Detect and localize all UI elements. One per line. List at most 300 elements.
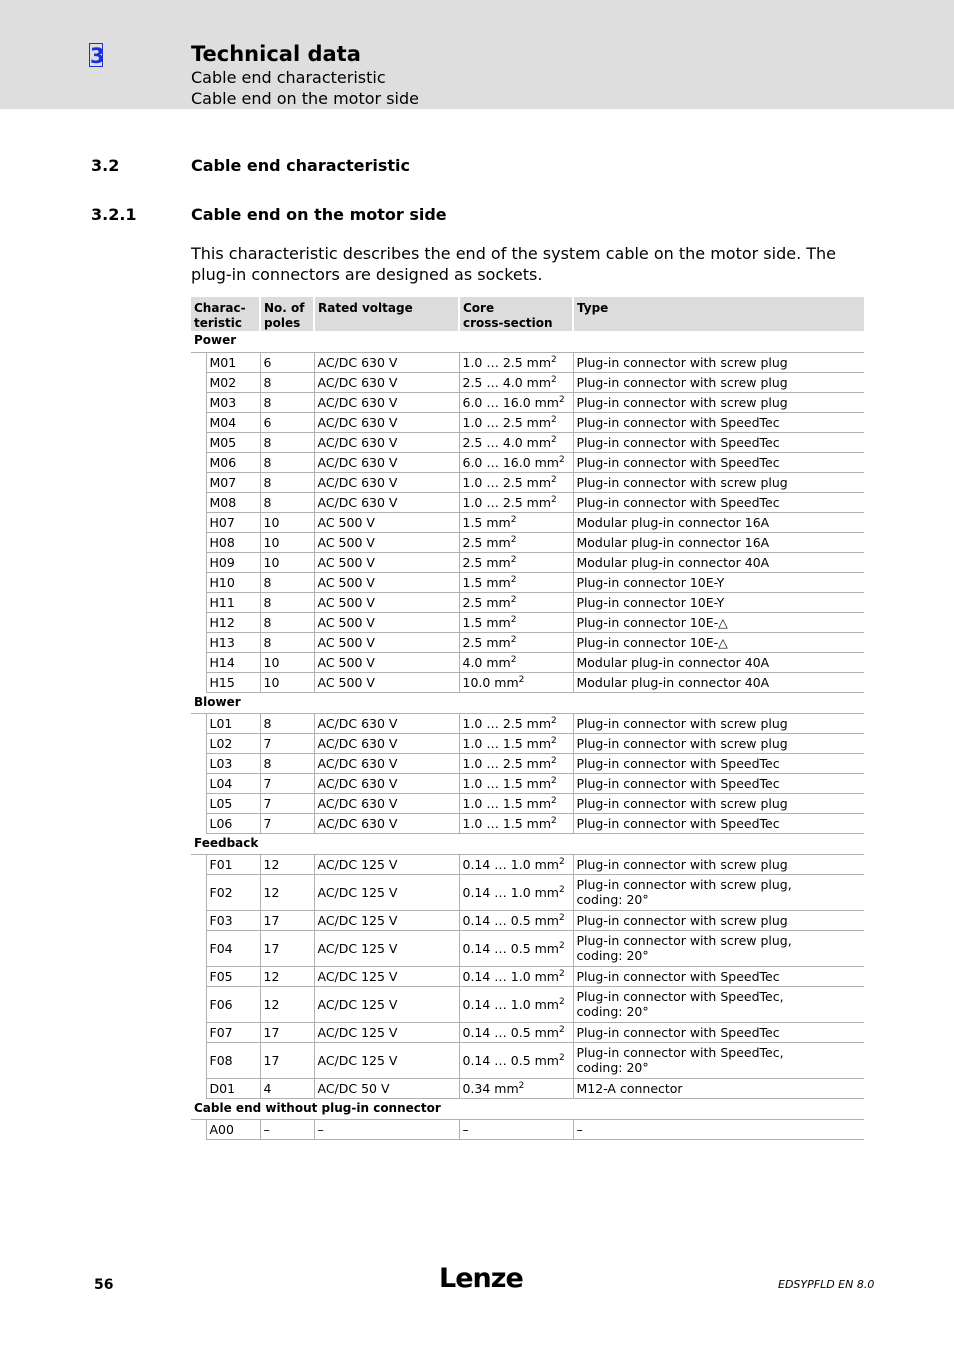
cell-type (573, 372, 864, 392)
cell-type (573, 512, 864, 532)
row-indent (191, 773, 206, 793)
table-row (191, 592, 864, 612)
cell-poles: 7 (260, 773, 314, 793)
core-value: 1.0 … 2.5 mm (462, 414, 552, 430)
core-value: 6.0 … 16.0 mm (462, 394, 559, 410)
cell-core (459, 532, 573, 552)
core-value: 0.14 … 1.0 mm (462, 996, 559, 1012)
cell-voltage: AC/DC 630 V (314, 492, 459, 512)
cell-core (459, 713, 573, 733)
cell-poles: 10 (260, 652, 314, 672)
cell-poles: 7 (260, 813, 314, 833)
core-value: 1.0 … 2.5 mm (462, 354, 552, 370)
cell-core (459, 733, 573, 753)
row-indent (191, 966, 206, 986)
cell-voltage: AC 500 V (314, 672, 459, 692)
cell-poles: 7 (260, 733, 314, 753)
cell-id: H11 (206, 592, 260, 612)
cell-poles: 6 (260, 352, 314, 372)
table-row (191, 874, 864, 910)
cell-core (459, 910, 573, 930)
cell-poles: 8 (260, 612, 314, 632)
type-text: Plug-in connector 10E-Y (576, 574, 725, 590)
type-text: Plug-in connector with screw plug (576, 912, 788, 928)
table-row (191, 930, 864, 966)
core-unit-exponent: 2 (558, 454, 565, 465)
type-text: Modular plug-in connector 16A (576, 514, 770, 530)
cell-poles: 10 (260, 672, 314, 692)
core-unit-exponent: 2 (558, 912, 565, 923)
cell-type (573, 793, 864, 813)
cell-poles: 12 (260, 966, 314, 986)
core-unit-exponent: 2 (551, 374, 557, 385)
table-row (191, 854, 864, 874)
core-unit-exponent: 2 (558, 996, 565, 1007)
cell-voltage: AC 500 V (314, 512, 459, 532)
row-indent (191, 592, 206, 612)
cell-id: H07 (206, 512, 260, 532)
table-row (191, 910, 864, 930)
core-value: 0.34 mm (462, 1080, 519, 1096)
cell-type (573, 552, 864, 572)
group-row (191, 1098, 864, 1119)
group-label: Blower (191, 692, 864, 713)
core-value: 1.0 … 2.5 mm (462, 755, 552, 771)
cell-core (459, 773, 573, 793)
table-row (191, 793, 864, 813)
cell-id: D01 (206, 1078, 260, 1098)
row-indent (191, 512, 206, 532)
cell-id: M06 (206, 452, 260, 472)
core-unit-exponent: 2 (551, 354, 557, 365)
core-unit-exponent: 2 (558, 940, 565, 951)
cell-voltage: AC/DC 630 V (314, 372, 459, 392)
cell-voltage: AC/DC 630 V (314, 432, 459, 452)
table-row (191, 412, 864, 432)
type-text: Plug-in connector 10E-△ (576, 614, 728, 630)
cell-poles: 7 (260, 793, 314, 813)
cell-core (459, 432, 573, 452)
cell-type (573, 713, 864, 733)
lenze-logo: Lenze (439, 1263, 523, 1294)
type-text: Plug-in connector with screw plug (576, 856, 788, 872)
cell-poles: 8 (260, 492, 314, 512)
row-indent (191, 392, 206, 412)
core-value: 2.5 mm (462, 634, 511, 650)
table-row (191, 452, 864, 472)
cell-voltage: AC/DC 125 V (314, 1022, 459, 1042)
cell-poles: 8 (260, 713, 314, 733)
cell-id: L02 (206, 733, 260, 753)
core-unit-exponent: 2 (510, 634, 517, 645)
type-text: Plug-in connector with screw plug (576, 715, 788, 731)
row-indent (191, 532, 206, 552)
subsection-title: Cable end on the motor side (191, 205, 447, 224)
table-row (191, 733, 864, 753)
group-label: Power (191, 331, 864, 352)
core-unit-exponent: 2 (551, 815, 557, 826)
core-unit-exponent: 2 (551, 755, 557, 766)
cell-core (459, 652, 573, 672)
core-value: 0.14 … 0.5 mm (462, 1024, 559, 1040)
row-indent (191, 672, 206, 692)
type-text: Plug-in connector with screw plug, (576, 877, 792, 892)
cell-id: M08 (206, 492, 260, 512)
row-indent (191, 930, 206, 966)
row-indent (191, 874, 206, 910)
table-row (191, 372, 864, 392)
table-row (191, 773, 864, 793)
core-value: 10.0 mm (462, 674, 519, 690)
core-value: 2.5 mm (462, 534, 511, 550)
cell-type (573, 753, 864, 773)
type-text: Plug-in connector 10E-△ (576, 634, 728, 650)
type-text: Plug-in connector with screw plug, (576, 933, 792, 948)
header-core-cross-section: Core cross-section (459, 297, 573, 331)
core-unit-exponent: 2 (551, 494, 557, 505)
cell-voltage: AC 500 V (314, 552, 459, 572)
type-text: Plug-in connector with SpeedTec (576, 755, 780, 771)
type-text: Plug-in connector with SpeedTec (576, 454, 780, 470)
row-indent (191, 452, 206, 472)
cell-id: F03 (206, 910, 260, 930)
core-value: 1.5 mm (462, 574, 511, 590)
cell-type (573, 472, 864, 492)
table-row (191, 713, 864, 733)
core-value: 1.5 mm (462, 514, 511, 530)
table-row (191, 986, 864, 1022)
cell-poles: 17 (260, 930, 314, 966)
cell-poles: 17 (260, 1022, 314, 1042)
cell-type (573, 572, 864, 592)
intro-paragraph: This characteristic describes the end of the system cable on the motor side. The plug-in connectors are designed as sockets. (191, 244, 837, 284)
cell-core (459, 1022, 573, 1042)
table-row (191, 432, 864, 452)
group-label: Feedback (191, 833, 864, 854)
row-indent (191, 352, 206, 372)
table-row (191, 1042, 864, 1078)
cell-id: F04 (206, 930, 260, 966)
cell-type (573, 1022, 864, 1042)
table-header-row (191, 297, 864, 331)
core-unit-exponent: 2 (551, 414, 557, 425)
table-row (191, 552, 864, 572)
cell-core (459, 572, 573, 592)
core-unit-exponent: 2 (558, 856, 565, 867)
page-number: 56 (94, 1277, 114, 1293)
cell-core (459, 854, 573, 874)
cell-poles: 8 (260, 592, 314, 612)
table-row (191, 392, 864, 412)
cell-poles: 17 (260, 910, 314, 930)
type-text: Plug-in connector with screw plug (576, 795, 788, 811)
core-value: 1.0 … 1.5 mm (462, 775, 552, 791)
row-indent (191, 652, 206, 672)
cell-voltage: AC/DC 125 V (314, 966, 459, 986)
cell-poles: 8 (260, 753, 314, 773)
cell-id: H14 (206, 652, 260, 672)
row-indent (191, 612, 206, 632)
core-unit-exponent: 2 (551, 715, 557, 726)
type-text: Plug-in connector with SpeedTec (576, 815, 780, 831)
cell-type (573, 773, 864, 793)
core-unit-exponent: 2 (518, 1080, 525, 1091)
core-value: – (462, 1121, 469, 1137)
section-title: Cable end characteristic (191, 156, 411, 175)
row-indent (191, 1022, 206, 1042)
core-unit-exponent: 2 (551, 795, 557, 806)
core-unit-exponent: 2 (510, 514, 517, 525)
cell-poles: 8 (260, 452, 314, 472)
core-value: 1.5 mm (462, 614, 511, 630)
table-row (191, 572, 864, 592)
cell-poles: 4 (260, 1078, 314, 1098)
core-unit-exponent: 2 (558, 1052, 565, 1063)
core-value: 1.0 … 1.5 mm (462, 795, 552, 811)
cell-id: L03 (206, 753, 260, 773)
row-indent (191, 910, 206, 930)
cell-voltage: AC/DC 125 V (314, 854, 459, 874)
row-indent (191, 1042, 206, 1078)
cell-voltage: AC/DC 50 V (314, 1078, 459, 1098)
cell-core (459, 372, 573, 392)
cell-type (573, 612, 864, 632)
cell-core (459, 874, 573, 910)
table-row (191, 472, 864, 492)
core-value: 2.5 … 4.0 mm (462, 434, 552, 450)
cell-id: F05 (206, 966, 260, 986)
cell-id: F01 (206, 854, 260, 874)
cell-poles: 8 (260, 572, 314, 592)
group-label: Cable end without plug-in connector (191, 1098, 864, 1119)
cell-voltage: AC/DC 630 V (314, 452, 459, 472)
core-unit-exponent: 2 (510, 554, 517, 565)
cell-voltage: AC/DC 630 V (314, 472, 459, 492)
row-indent (191, 412, 206, 432)
core-unit-exponent: 2 (510, 594, 517, 605)
cell-voltage: AC/DC 630 V (314, 412, 459, 432)
core-unit-exponent: 2 (510, 574, 517, 585)
chapter-number-link[interactable]: 3 (90, 44, 105, 68)
type-text: Modular plug-in connector 16A (576, 534, 770, 550)
cell-poles: – (260, 1119, 314, 1139)
cell-id: F07 (206, 1022, 260, 1042)
header-rated-voltage: Rated voltage (314, 297, 459, 331)
cell-type (573, 874, 864, 910)
row-indent (191, 813, 206, 833)
cell-type (573, 1119, 864, 1139)
cell-core (459, 452, 573, 472)
cell-poles: 6 (260, 412, 314, 432)
core-value: 2.5 … 4.0 mm (462, 374, 552, 390)
header-poles: No. of poles (260, 297, 314, 331)
cell-id: M01 (206, 352, 260, 372)
cell-poles: 12 (260, 854, 314, 874)
cell-core (459, 592, 573, 612)
table-row (191, 632, 864, 652)
cell-type (573, 813, 864, 833)
subsection-number: 3.2.1 (91, 205, 137, 224)
cable-end-table (191, 297, 864, 1140)
group-row (191, 692, 864, 713)
page-header (0, 0, 954, 109)
table-row (191, 652, 864, 672)
row-indent (191, 632, 206, 652)
cell-type (573, 854, 864, 874)
type-text: Plug-in connector with SpeedTec (576, 1024, 780, 1040)
table-row (191, 753, 864, 773)
type-text: Plug-in connector with screw plug (576, 735, 788, 751)
cell-poles: 8 (260, 472, 314, 492)
cell-id: L01 (206, 713, 260, 733)
row-indent (191, 572, 206, 592)
cell-core (459, 392, 573, 412)
core-unit-exponent: 2 (510, 654, 517, 665)
row-indent (191, 713, 206, 733)
group-row (191, 833, 864, 854)
cell-id: F08 (206, 1042, 260, 1078)
row-indent (191, 986, 206, 1022)
type-text: Plug-in connector with SpeedTec (576, 434, 780, 450)
core-unit-exponent: 2 (551, 735, 557, 746)
core-unit-exponent: 2 (510, 614, 517, 625)
cell-id: F06 (206, 986, 260, 1022)
cell-core (459, 552, 573, 572)
cell-voltage: AC 500 V (314, 632, 459, 652)
table-row (191, 512, 864, 532)
cell-poles: 10 (260, 512, 314, 532)
type-text: Plug-in connector with SpeedTec, (576, 1045, 784, 1060)
type-text: M12-A connector (576, 1080, 683, 1096)
cell-id: H09 (206, 552, 260, 572)
table-row (191, 672, 864, 692)
cell-core (459, 813, 573, 833)
row-indent (191, 733, 206, 753)
type-text: Plug-in connector with screw plug (576, 474, 788, 490)
table-row (191, 1022, 864, 1042)
cell-type (573, 966, 864, 986)
cell-core (459, 1119, 573, 1139)
type-text: Modular plug-in connector 40A (576, 654, 770, 670)
cell-core (459, 512, 573, 532)
table-row (191, 612, 864, 632)
row-indent (191, 372, 206, 392)
cell-core (459, 612, 573, 632)
row-indent (191, 1119, 206, 1139)
cell-id: H10 (206, 572, 260, 592)
core-value: 0.14 … 0.5 mm (462, 1052, 559, 1068)
row-indent (191, 1078, 206, 1098)
core-value: 1.0 … 1.5 mm (462, 735, 552, 751)
cell-id: H08 (206, 532, 260, 552)
core-unit-exponent: 2 (510, 534, 517, 545)
table-row (191, 1078, 864, 1098)
section-number: 3.2 (91, 156, 120, 175)
cell-poles: 8 (260, 372, 314, 392)
table-row (191, 813, 864, 833)
header-subtitle-1: Cable end characteristic (191, 68, 386, 87)
row-indent (191, 472, 206, 492)
cell-voltage: AC/DC 125 V (314, 874, 459, 910)
cell-voltage: AC/DC 125 V (314, 930, 459, 966)
core-unit-exponent: 2 (551, 474, 557, 485)
cell-id: H13 (206, 632, 260, 652)
cell-id: M07 (206, 472, 260, 492)
cell-core (459, 472, 573, 492)
cell-voltage: AC/DC 630 V (314, 813, 459, 833)
type-coding: coding: 20° (576, 1060, 649, 1075)
cell-type (573, 1078, 864, 1098)
cell-type (573, 1042, 864, 1078)
cell-type (573, 592, 864, 612)
cell-type (573, 910, 864, 930)
cell-poles: 12 (260, 874, 314, 910)
cell-type (573, 652, 864, 672)
type-text: Modular plug-in connector 40A (576, 554, 770, 570)
core-value: 2.5 mm (462, 594, 511, 610)
cell-core (459, 930, 573, 966)
cell-poles: 8 (260, 432, 314, 452)
cell-poles: 8 (260, 632, 314, 652)
cell-type (573, 733, 864, 753)
cell-voltage: AC/DC 630 V (314, 793, 459, 813)
cell-voltage: – (314, 1119, 459, 1139)
cell-type (573, 986, 864, 1022)
core-value: 1.0 … 2.5 mm (462, 474, 552, 490)
group-row (191, 331, 864, 352)
cell-voltage: AC 500 V (314, 612, 459, 632)
cell-id: H12 (206, 612, 260, 632)
core-value: 0.14 … 1.0 mm (462, 856, 559, 872)
table-row (191, 1119, 864, 1139)
cell-core (459, 1078, 573, 1098)
row-indent (191, 753, 206, 773)
cell-core (459, 492, 573, 512)
cell-type (573, 412, 864, 432)
cell-voltage: AC/DC 630 V (314, 753, 459, 773)
cell-core (459, 1042, 573, 1078)
row-indent (191, 432, 206, 452)
header-title: Technical data (191, 42, 361, 66)
cell-id: M05 (206, 432, 260, 452)
core-unit-exponent: 2 (551, 775, 557, 786)
header-type: Type (573, 297, 864, 331)
cell-voltage: AC/DC 630 V (314, 392, 459, 412)
type-text: Plug-in connector with SpeedTec (576, 494, 780, 510)
core-value: 0.14 … 0.5 mm (462, 940, 559, 956)
core-value: 1.0 … 2.5 mm (462, 715, 552, 731)
cell-id: L06 (206, 813, 260, 833)
core-value: 1.0 … 2.5 mm (462, 494, 552, 510)
core-value: 6.0 … 16.0 mm (462, 454, 559, 470)
core-value: 2.5 mm (462, 554, 511, 570)
type-text: Plug-in connector with SpeedTec (576, 775, 780, 791)
cell-voltage: AC/DC 630 V (314, 713, 459, 733)
table-row (191, 352, 864, 372)
core-value: 0.14 … 0.5 mm (462, 912, 559, 928)
cell-poles: 8 (260, 392, 314, 412)
cell-id: F02 (206, 874, 260, 910)
cell-core (459, 753, 573, 773)
cell-core (459, 352, 573, 372)
cell-id: A00 (206, 1119, 260, 1139)
cell-core (459, 672, 573, 692)
cell-poles: 10 (260, 532, 314, 552)
cell-voltage: AC/DC 630 V (314, 733, 459, 753)
cell-voltage: AC 500 V (314, 592, 459, 612)
row-indent (191, 492, 206, 512)
cell-type (573, 532, 864, 552)
